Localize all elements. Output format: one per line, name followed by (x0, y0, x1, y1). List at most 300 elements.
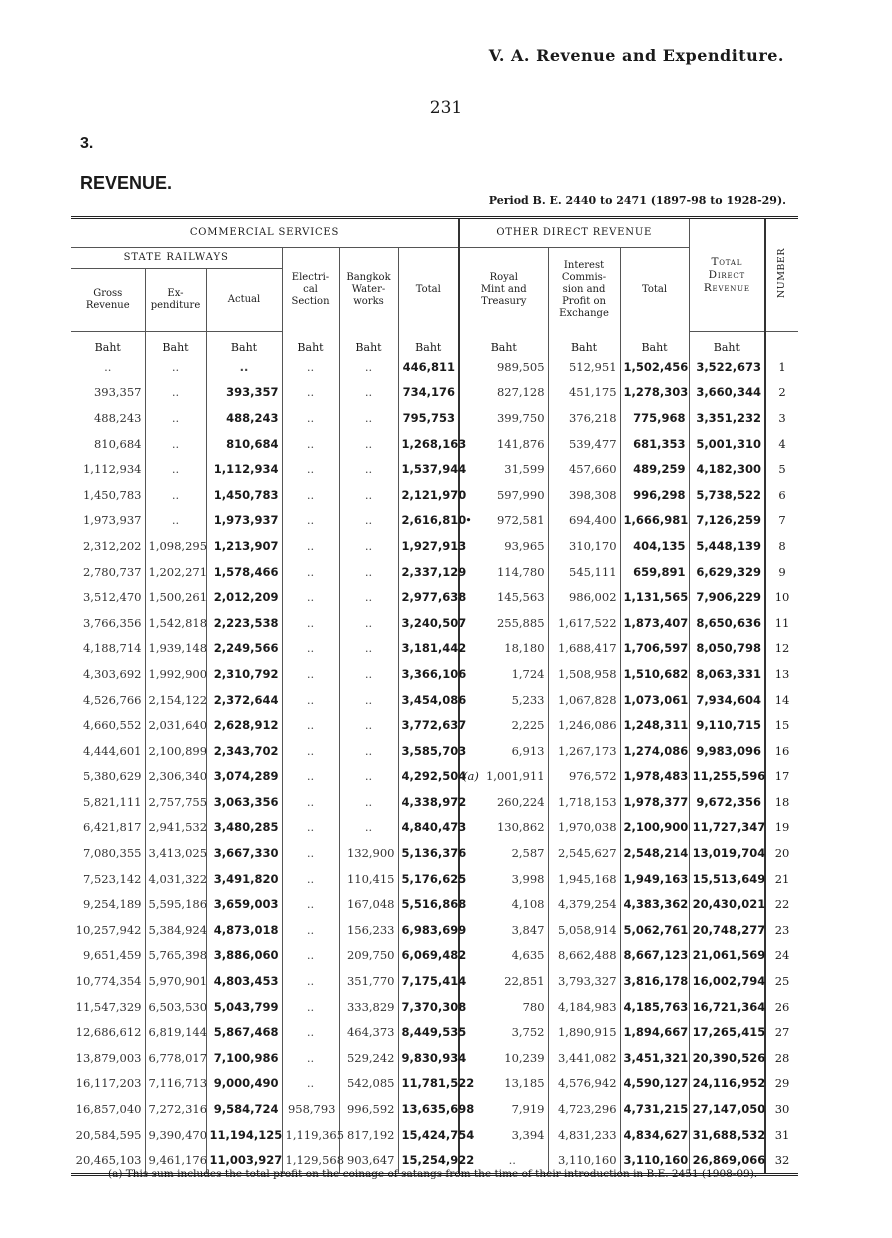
cell-total-direct-revenue: 20,748,277 (689, 917, 765, 943)
cell-total-direct-revenue: 21,061,569 (689, 943, 765, 969)
cell-other-total: 4,185,763 (620, 994, 689, 1020)
cell-electrical-section: .. (282, 456, 339, 482)
cell-other-total: 1,073,061 (620, 687, 689, 713)
cell-electrical-section: 958,793 (282, 1096, 339, 1122)
unit-label: Baht (620, 332, 689, 355)
cell-royal-mint: 597,990 (496, 487, 545, 502)
period-subtitle: Period B. E. 2440 to 2471 (1897-98 to 1928-29). (488, 194, 786, 207)
cell-row-number: 18 (765, 789, 798, 815)
cell-commercial-total: 3,366,106 (398, 661, 459, 687)
cell-expenditure: 7,272,316 (145, 1096, 206, 1122)
table-row (71, 789, 798, 815)
cell-other-total: 1,502,456 (620, 354, 689, 380)
cell-royal-mint: 31,599 (504, 462, 545, 477)
cell-interest-commission: 1,246,086 (548, 712, 620, 738)
cell-electrical-section: .. (282, 1071, 339, 1097)
cell-row-number: 27 (765, 1019, 798, 1045)
cell-note-marker: (a) (459, 764, 477, 790)
expenditure-line-1: Ex- (167, 288, 184, 299)
cell-total-direct-revenue: 9,110,715 (689, 712, 765, 738)
cell-row-number: 7 (765, 508, 798, 534)
cell-other-total: 5,062,761 (620, 917, 689, 943)
cell-waterworks: .. (339, 584, 398, 610)
cell-other-total: 2,548,214 (620, 840, 689, 866)
cell-interest-commission: 3,441,082 (548, 1045, 620, 1071)
cell-royal-mint: 4,108 (511, 897, 545, 912)
unit-spacer (765, 332, 798, 355)
col-header-gross-revenue (71, 269, 145, 332)
cell-commercial-total: 1,927,913 (398, 533, 459, 559)
cell-electrical-section: .. (282, 405, 339, 431)
page-number: 231 (429, 98, 463, 118)
cell-interest-commission: 8,662,488 (548, 943, 620, 969)
cell-commercial-total: 3,240,507 (398, 610, 459, 636)
cell-total-direct-revenue: 3,660,344 (689, 380, 765, 406)
cell-actual: 2,628,912 (206, 712, 282, 738)
cell-electrical-section: 1,129,568 (282, 1147, 339, 1174)
cell-row-number: 16 (765, 738, 798, 764)
cell-expenditure: 1,500,261 (145, 584, 206, 610)
col-header-expenditure (145, 269, 206, 332)
cell-other-total: 3,816,178 (620, 968, 689, 994)
cell-electrical-section: .. (282, 968, 339, 994)
cell-commercial-total: 734,176 (398, 380, 459, 406)
cell-other-total: 1,510,682 (620, 661, 689, 687)
table-row (71, 687, 798, 713)
cell-waterworks: .. (339, 764, 398, 790)
cell-actual: 488,243 (206, 405, 282, 431)
cell-gross-revenue: 1,973,937 (82, 513, 142, 528)
cell-royal-mint: 1,724 (511, 666, 545, 681)
cell-expenditure: 6,778,017 (145, 1045, 206, 1071)
cell-commercial-total: 6,983,699 (398, 917, 459, 943)
cell-waterworks: 167,048 (339, 891, 398, 917)
cell-royal-mint: 255,885 (496, 615, 545, 630)
waterworks-line-2: Water- (351, 283, 386, 295)
cell-waterworks: .. (339, 712, 398, 738)
cell-waterworks: .. (339, 661, 398, 687)
cell-other-total: 681,353 (620, 431, 689, 457)
cell-expenditure: 5,384,924 (145, 917, 206, 943)
cell-total-direct-revenue: 17,265,415 (689, 1019, 765, 1045)
cell-waterworks: .. (339, 456, 398, 482)
table-row (71, 917, 798, 943)
cell-interest-commission: 1,945,168 (548, 866, 620, 892)
subgroup-header-state-railways: STATE RAILWAYS (71, 248, 282, 269)
table-row (71, 738, 798, 764)
cell-other-total: 4,383,362 (620, 891, 689, 917)
cell-electrical-section: .. (282, 738, 339, 764)
cell-expenditure: 2,941,532 (145, 815, 206, 841)
cell-royal-mint: 114,780 (496, 564, 545, 579)
interest-line-5: Exchange (559, 307, 609, 319)
cell-commercial-total: 8,449,535 (398, 1019, 459, 1045)
cell-actual: 3,886,060 (206, 943, 282, 969)
cell-other-total: 3,110,160 (620, 1147, 689, 1174)
cell-waterworks: .. (339, 431, 398, 457)
cell-interest-commission: 986,002 (548, 584, 620, 610)
cell-interest-commission: 539,477 (548, 431, 620, 457)
table-body (71, 332, 798, 1175)
cell-royal-mint: 130,862 (496, 820, 545, 835)
cell-total-direct-revenue: 6,629,329 (689, 559, 765, 585)
cell-gross-revenue: 10,257,942 (75, 922, 142, 937)
revenue-table (71, 216, 798, 1176)
cell-actual: 1,213,907 (206, 533, 282, 559)
cell-actual: 11,003,927 (206, 1147, 282, 1174)
cell-electrical-section: .. (282, 508, 339, 534)
table-row (71, 840, 798, 866)
table-row (71, 610, 798, 636)
table-row (71, 994, 798, 1020)
cell-interest-commission: 1,067,828 (548, 687, 620, 713)
cell-waterworks: 110,415 (339, 866, 398, 892)
cell-waterworks: .. (339, 405, 398, 431)
cell-total-direct-revenue: 9,672,356 (689, 789, 765, 815)
cell-total-direct-revenue: 4,182,300 (689, 456, 765, 482)
cell-expenditure: 9,390,470 (145, 1122, 206, 1148)
cell-row-number: 31 (765, 1122, 798, 1148)
cell-actual: 5,867,468 (206, 1019, 282, 1045)
cell-gross-revenue: 4,303,692 (82, 666, 142, 681)
cell-electrical-section: .. (282, 354, 339, 380)
cell-total-direct-revenue: 7,126,259 (689, 508, 765, 534)
col-header-interest-commission (548, 248, 620, 332)
cell-electrical-section: .. (282, 380, 339, 406)
cell-gross-revenue: 12,686,612 (75, 1025, 142, 1040)
cell-commercial-total: 3,181,442 (398, 636, 459, 662)
cell-waterworks: 529,242 (339, 1045, 398, 1071)
cell-total-direct-revenue: 24,116,952 (689, 1071, 765, 1097)
cell-royal-mint: 3,998 (511, 871, 545, 886)
cell-other-total: 4,731,215 (620, 1096, 689, 1122)
cell-waterworks: 464,373 (339, 1019, 398, 1045)
table-row (71, 815, 798, 841)
cell-interest-commission: 3,110,160 (548, 1147, 620, 1174)
interest-line-4: Profit on (562, 295, 606, 307)
cell-row-number: 25 (765, 968, 798, 994)
cell-royal-mint: 7,919 (511, 1102, 545, 1117)
cell-waterworks: 156,233 (339, 917, 398, 943)
electrical-line-1: Electri- (291, 271, 330, 283)
cell-row-number: 5 (765, 456, 798, 482)
cell-total-direct-revenue: 15,513,649 (689, 866, 765, 892)
cell-expenditure: .. (145, 405, 206, 431)
cell-interest-commission: 1,617,522 (548, 610, 620, 636)
cell-waterworks: 209,750 (339, 943, 398, 969)
cell-interest-commission: 976,572 (548, 764, 620, 790)
page-title: REVENUE. (80, 173, 173, 193)
cell-actual: 3,063,356 (206, 789, 282, 815)
cell-waterworks: .. (339, 610, 398, 636)
table-row (71, 559, 798, 585)
cell-row-number: 17 (765, 764, 798, 790)
cell-commercial-total: 5,136,376 (398, 840, 459, 866)
cell-row-number: 6 (765, 482, 798, 508)
col-header-other-total: Total (620, 248, 689, 332)
cell-interest-commission: 1,718,153 (548, 789, 620, 815)
cell-other-total: 1,978,377 (620, 789, 689, 815)
cell-commercial-total: 3,454,086 (398, 687, 459, 713)
cell-waterworks: .. (339, 508, 398, 534)
cell-other-total: 659,891 (620, 559, 689, 585)
electrical-line-2: cal (303, 283, 318, 295)
cell-interest-commission: 4,576,942 (548, 1071, 620, 1097)
cell-total-direct-revenue: 7,906,229 (689, 584, 765, 610)
cell-other-total: 775,968 (620, 405, 689, 431)
cell-commercial-total: 1,268,163 (398, 431, 459, 457)
cell-expenditure: 2,031,640 (145, 712, 206, 738)
expenditure-line-2: penditure (150, 300, 201, 311)
cell-interest-commission: 451,175 (548, 380, 620, 406)
cell-actual: 3,667,330 (206, 840, 282, 866)
cell-actual: 4,873,018 (206, 917, 282, 943)
cell-row-number: 2 (765, 380, 798, 406)
cell-total-direct-revenue: 8,063,331 (689, 661, 765, 687)
cell-royal-mint: 989,505 (496, 359, 545, 374)
cell-actual: 810,684 (206, 431, 282, 457)
cell-royal-mint: 18,180 (504, 641, 545, 656)
cell-row-number: 4 (765, 431, 798, 457)
cell-actual: 11,194,125 (206, 1122, 282, 1148)
table-row (71, 431, 798, 457)
table-row (71, 866, 798, 892)
unit-row (71, 332, 798, 355)
cell-gross-revenue: 810,684 (93, 436, 142, 451)
table-row (71, 380, 798, 406)
cell-gross-revenue: 20,465,103 (75, 1153, 142, 1168)
cell-expenditure: .. (145, 456, 206, 482)
cell-row-number: 12 (765, 636, 798, 662)
table-row (71, 456, 798, 482)
cell-royal-mint: 4,635 (511, 948, 545, 963)
cell-actual: 3,491,820 (206, 866, 282, 892)
cell-waterworks: 996,592 (339, 1096, 398, 1122)
cell-interest-commission: 512,951 (548, 354, 620, 380)
cell-row-number: 32 (765, 1147, 798, 1174)
cell-other-total: 1,978,483 (620, 764, 689, 790)
cell-royal-mint: 3,847 (511, 922, 545, 937)
unit-label: Baht (548, 332, 620, 355)
unit-label: Baht (339, 332, 398, 355)
col-header-commercial-total: Total (398, 248, 459, 332)
cell-other-total: 489,259 (620, 456, 689, 482)
cell-interest-commission: 398,308 (548, 482, 620, 508)
cell-commercial-total: 2,337,129 (398, 559, 459, 585)
cell-commercial-total: 7,175,414 (398, 968, 459, 994)
cell-waterworks: 542,085 (339, 1071, 398, 1097)
cell-row-number: 10 (765, 584, 798, 610)
cell-interest-commission: 457,660 (548, 456, 620, 482)
cell-electrical-section: .. (282, 815, 339, 841)
cell-actual: 3,074,289 (206, 764, 282, 790)
cell-other-total: 1,706,597 (620, 636, 689, 662)
royal-mint-line-1: Royal (489, 271, 518, 283)
waterworks-line-1: Bangkok (346, 271, 391, 283)
table-row (71, 764, 798, 790)
cell-other-total: 1,666,981 (620, 508, 689, 534)
cell-total-direct-revenue: 3,522,673 (689, 354, 765, 380)
cell-royal-mint: 10,239 (504, 1050, 545, 1065)
cell-row-number: 21 (765, 866, 798, 892)
cell-waterworks: .. (339, 482, 398, 508)
cell-interest-commission: 4,184,983 (548, 994, 620, 1020)
cell-gross-revenue: 2,312,202 (82, 538, 142, 553)
cell-electrical-section: .. (282, 994, 339, 1020)
cell-total-direct-revenue: 20,430,021 (689, 891, 765, 917)
group-header-commercial-services: COMMERCIAL SERVICES (71, 218, 459, 248)
cell-waterworks: 817,192 (339, 1122, 398, 1148)
cell-row-number: 24 (765, 943, 798, 969)
electrical-line-3: Section (291, 295, 330, 307)
cell-royal-mint: 780 (522, 999, 545, 1014)
cell-other-total: 1,873,407 (620, 610, 689, 636)
table-row (71, 405, 798, 431)
table-row (71, 943, 798, 969)
cell-row-number: 14 (765, 687, 798, 713)
cell-electrical-section: .. (282, 559, 339, 585)
cell-electrical-section: .. (282, 789, 339, 815)
cell-electrical-section: .. (282, 840, 339, 866)
unit-label: Baht (282, 332, 339, 355)
cell-total-direct-revenue: 26,869,066 (689, 1147, 765, 1174)
cell-total-direct-revenue: 31,688,532 (689, 1122, 765, 1148)
cell-note-marker (459, 405, 477, 431)
cell-royal-mint: .. (508, 1153, 516, 1168)
cell-royal-mint: 260,224 (496, 794, 545, 809)
cell-gross-revenue: 9,254,189 (82, 897, 142, 912)
cell-royal-mint: 399,750 (496, 410, 545, 425)
col-header-bangkok-waterworks (339, 248, 398, 332)
cell-royal-mint: 5,233 (511, 692, 545, 707)
cell-waterworks: .. (339, 789, 398, 815)
cell-commercial-total: 2,616,810 (398, 508, 459, 534)
table-row (71, 968, 798, 994)
cell-total-direct-revenue: 11,255,596 (689, 764, 765, 790)
cell-actual: 7,100,986 (206, 1045, 282, 1071)
cell-commercial-total: 13,635,698 (398, 1096, 459, 1122)
cell-expenditure: .. (145, 354, 206, 380)
cell-expenditure: .. (145, 508, 206, 534)
cell-royal-mint: 827,128 (496, 385, 545, 400)
royal-mint-line-2: Mint and (480, 283, 527, 295)
cell-actual: 5,043,799 (206, 994, 282, 1020)
gross-line-1: Gross (93, 288, 123, 299)
cell-commercial-total: 5,176,625 (398, 866, 459, 892)
cell-commercial-total: 7,370,308 (398, 994, 459, 1020)
cell-expenditure: 2,100,899 (145, 738, 206, 764)
cell-waterworks: .. (339, 738, 398, 764)
cell-row-number: 22 (765, 891, 798, 917)
interest-line-1: Interest (563, 259, 605, 271)
section-heading: V. A. Revenue and Expenditure. (488, 46, 784, 65)
table-row (71, 584, 798, 610)
cell-gross-revenue: 7,080,355 (82, 846, 142, 861)
cell-other-total: 1,894,667 (620, 1019, 689, 1045)
cell-interest-commission: 5,058,914 (548, 917, 620, 943)
cell-other-total: 8,667,123 (620, 943, 689, 969)
cell-actual: 1,578,466 (206, 559, 282, 585)
cell-gross-revenue: 3,512,470 (82, 590, 142, 605)
cell-waterworks: .. (339, 815, 398, 841)
table-number: 3. (80, 135, 94, 152)
cell-actual: 9,000,490 (206, 1071, 282, 1097)
cell-electrical-section: .. (282, 610, 339, 636)
cell-commercial-total: 9,830,934 (398, 1045, 459, 1071)
waterworks-line-3: works (353, 295, 384, 307)
cell-gross-revenue: 4,660,552 (82, 718, 142, 733)
cell-electrical-section: 1,119,365 (282, 1122, 339, 1148)
table-row (71, 1019, 798, 1045)
cell-electrical-section: .. (282, 891, 339, 917)
cell-commercial-total: 446,811 (398, 354, 459, 380)
table-row (71, 661, 798, 687)
cell-expenditure: 9,461,176 (145, 1147, 206, 1174)
cell-other-total: 1,278,303 (620, 380, 689, 406)
cell-row-number: 20 (765, 840, 798, 866)
cell-total-direct-revenue: 7,934,604 (689, 687, 765, 713)
col-header-electrical-section (282, 248, 339, 332)
cell-gross-revenue: 5,380,629 (82, 769, 142, 784)
cell-actual: 2,372,644 (206, 687, 282, 713)
cell-other-total: 3,451,321 (620, 1045, 689, 1071)
cell-royal-mint: 145,563 (496, 590, 545, 605)
cell-other-total: 2,100,900 (620, 815, 689, 841)
cell-interest-commission: 310,170 (548, 533, 620, 559)
cell-electrical-section: .. (282, 687, 339, 713)
table-row (71, 354, 798, 380)
cell-interest-commission: 2,545,627 (548, 840, 620, 866)
cell-other-total: 4,834,627 (620, 1122, 689, 1148)
cell-row-number: 30 (765, 1096, 798, 1122)
cell-note-marker (459, 354, 477, 380)
cell-expenditure: .. (145, 380, 206, 406)
cell-gross-revenue: 1,112,934 (82, 462, 142, 477)
cell-row-number: 23 (765, 917, 798, 943)
cell-row-number: 28 (765, 1045, 798, 1071)
cell-electrical-section: .. (282, 636, 339, 662)
cell-expenditure: 1,992,900 (145, 661, 206, 687)
cell-royal-mint: 2,225 (511, 718, 545, 733)
cell-row-number: 13 (765, 661, 798, 687)
cell-gross-revenue: 4,188,714 (82, 641, 142, 656)
cell-waterworks: 333,829 (339, 994, 398, 1020)
cell-expenditure: 2,306,340 (145, 764, 206, 790)
cell-total-direct-revenue: 5,001,310 (689, 431, 765, 457)
col-header-royal-mint (459, 248, 548, 332)
cell-waterworks: 903,647 (339, 1147, 398, 1174)
cell-interest-commission: 4,379,254 (548, 891, 620, 917)
cell-expenditure: 1,202,271 (145, 559, 206, 585)
cell-gross-revenue: 16,857,040 (75, 1102, 142, 1117)
cell-actual: 2,343,702 (206, 738, 282, 764)
cell-expenditure: 1,098,295 (145, 533, 206, 559)
unit-label: Baht (94, 341, 121, 354)
cell-row-number: 1 (765, 354, 798, 380)
cell-gross-revenue: 20,584,595 (75, 1127, 142, 1142)
cell-gross-revenue: .. (104, 359, 112, 374)
table-row (71, 1071, 798, 1097)
total-direct-line-1: Total (711, 255, 743, 268)
cell-electrical-section: .. (282, 1019, 339, 1045)
cell-electrical-section: .. (282, 661, 339, 687)
cell-interest-commission: 4,831,233 (548, 1122, 620, 1148)
unit-label: Baht (206, 332, 282, 355)
cell-actual: .. (206, 354, 282, 380)
interest-line-2: Commis- (561, 271, 607, 283)
cell-expenditure: 1,939,148 (145, 636, 206, 662)
unit-label: Baht (689, 332, 765, 355)
